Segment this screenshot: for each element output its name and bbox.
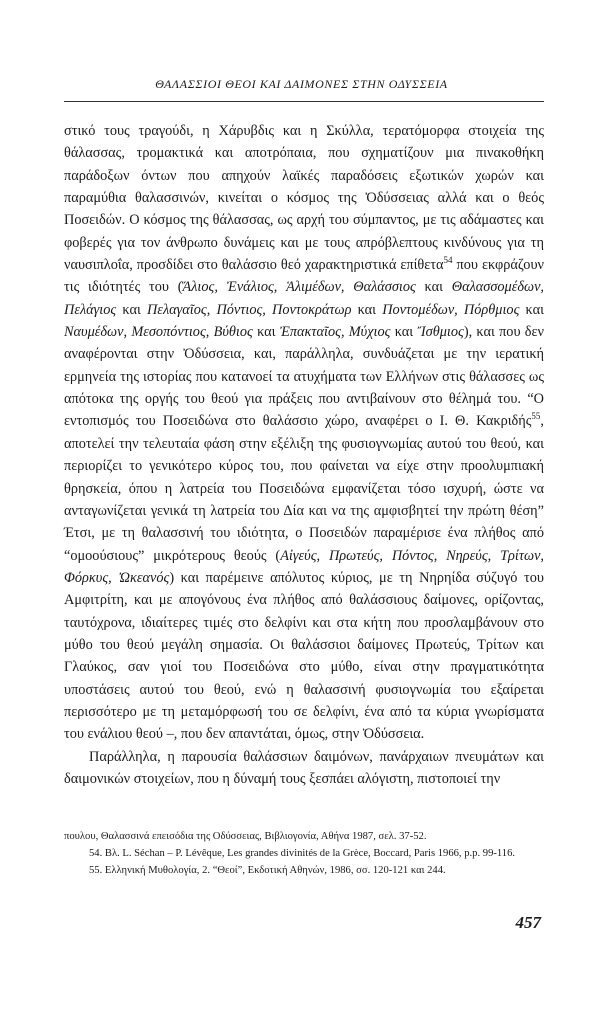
footnote-ref-54[interactable]: 54 [443, 255, 453, 266]
paragraph-2: Παράλληλα, η παρουσία θαλάσσιων δαιμόνων, πανάρχαιων πνευμάτων και δαιμονικών στοιχείων, που η δύναμή τους ξεσπάει αλόγιστη, πιστοποιεί την [64, 748, 544, 787]
epithet-run: Αἰγεύς, Πρωτεύς, Πόντος, Νηρεύς, Τρίτων, Φόρκυς, Ὠκεανός [64, 547, 544, 586]
epithet-run: Ἐπακταῖος, Μύχιος [279, 324, 391, 341]
epithet-run: Ποντομέδων, Πόρθμιος [382, 301, 520, 318]
text-run: και [252, 324, 280, 341]
epithet-run: Ἴσθμιος [417, 324, 464, 341]
text-run: ) και παρέμεινε απόλυτος κύριος, με τη Νηρηίδα σύζυγό του Αμφιτρίτη, και με απογόνους ένα πλήθος από θαλάσσιους δαίμονες, ορίζοντας, ταυτόχρονα, ιδιαίτερες τιμές στο δελφίνι και στα κήτη που προσλαμβάνουν στο μύθο του θεού μεγάλη σημασία. Οι θαλάσσιοι δαίμονες Πρωτεύς, Τρίτων και Γλαύκος, σαν γιοί του Ποσειδώνα στο μύθο, είναι στην πραγματικότητα υποστάσεις αυτού του θεού, ενώ η θαλασσινή φυσιογνωμία του εξαίρεται περισσότερο με τη μεταμόρφωσή του σε δελφίνι, ένα από τα κύρια γνωρίσματα του ενάλιου θεού –, που δεν απαντάται, όμως, στην Ὀδύσσεια. [64, 569, 544, 743]
text-run: που εκφράζουν τις ιδιότητές του ( [64, 257, 544, 296]
footnote-continuation: πουλου, Θαλασσινά επεισόδια της Οδύσσειας, Βιβλιογονία, Αθήνα 1987, σελ. 37-52. [64, 831, 427, 842]
main-text [64, 120, 544, 790]
text-run: και [390, 324, 418, 341]
paragraph-1 [64, 120, 544, 746]
page-number: 457 [515, 913, 541, 932]
header-rule [64, 101, 544, 102]
text-run: ), και που δεν αναφέρονται στην Ὀδύσσεια, και, παράλληλα, συνδυάζεται με την ιερατική ερμηνεία της ιστορίας που κατανοεί τα ατυχήματα των Ελλήνων στις θάλασσες ως απότοκα της οργής του θεού για πράξεις που αντιβαίνουν στο θέλημά του. “Ο εντοπισμός του Ποσειδώνα στο θαλάσσιο χώρο, αναφέρει ο Ι. Θ. Κακριδής [64, 324, 544, 430]
epithet-run: Ἅλιος, Ἐνάλιος, Ἁλιμέδων, Θαλάσσιος [182, 279, 416, 296]
text-run: και [351, 301, 383, 318]
running-head: ΘΑΛΑΣΣΙΟΙ ΘΕΟΙ ΚΑΙ ΔΑΙΜΟΝΕΣ ΣΤΗΝ ΟΔΥΣΣΕΙΑ [155, 77, 448, 91]
text-run: , αποτελεί την τελευταία φάση στην εξέλιξη της φυσιογνωμίας αυτού του θεού, και περιορίζει το γενικότερο κύρος του, που φαίνεται να είχε στην προολυμπιακή θρησκεία, όπου η λατρεία του Ποσειδώνα εμφανίζεται τόσο ισχυρή, ώστε να ανταγωνίζεται γενικά τη λατρεία του Δία και να της αμφισβητεί την πρώτη θέση” Έτσι, με τη θαλασσινή του ιδιότητα, ο Ποσειδών παραμέρισε ένα πλήθος από “ομοούσιους” μικρότερους θεούς ( [64, 413, 544, 564]
epithet-run: Ναυμέδων, Μεσοπόντιος, Βύθιος [64, 324, 253, 341]
text-run: και [415, 279, 452, 296]
text-run: και [116, 301, 147, 318]
footnotes [64, 828, 544, 880]
epithet-run: Πελαγαῖος, Πόντιος, Ποντοκράτωρ [146, 301, 352, 318]
epithet-run: Θαλασσομέδων, Πελάγιος [64, 279, 544, 318]
footnote-54: 54. Βλ. L. Séchan – P. Lévêque, Les grandes divinités de la Grèce, Boccard, Paris 1966, p.p. 99-116. [89, 848, 516, 860]
footnote-55: 55. Ελληνική Μυθολογία, 2. “Θεοί”, Εκδοτική Αθηνών, 1986, σσ. 120-121 και 244. [89, 865, 446, 877]
footnote-ref-55[interactable]: 55 [531, 411, 541, 422]
text-run: στικό τους τραγούδι, η Χάρυβδις και η Σκύλλα, τερατόμορφα στοιχεία της θάλασσας, τρομακτικά και αποτρόπαια, που σχηματίζουν μια πινακοθήκη παράδοξων όντων που απηχούν λαϊκές παραδόσεις εξωτικών χωρών και παραμύθια θαλασσινών, κινείται ο κόσμος της Ὀδύσσειας αλλά και ο θεός Ποσειδών. Ο κόσμος της θάλασσας, ως αρχή του σύμπαντος, με τις αδάμαστες και φοβερές για τον άνθρωπο δυνάμεις και με τους απρόβλεπτους κινδύνους για τη ναυσιπλοΐα, προσδίδει στο θαλάσσιο θεό χαρακτηριστικά επίθετα [64, 123, 544, 274]
text-run: και [519, 301, 544, 318]
